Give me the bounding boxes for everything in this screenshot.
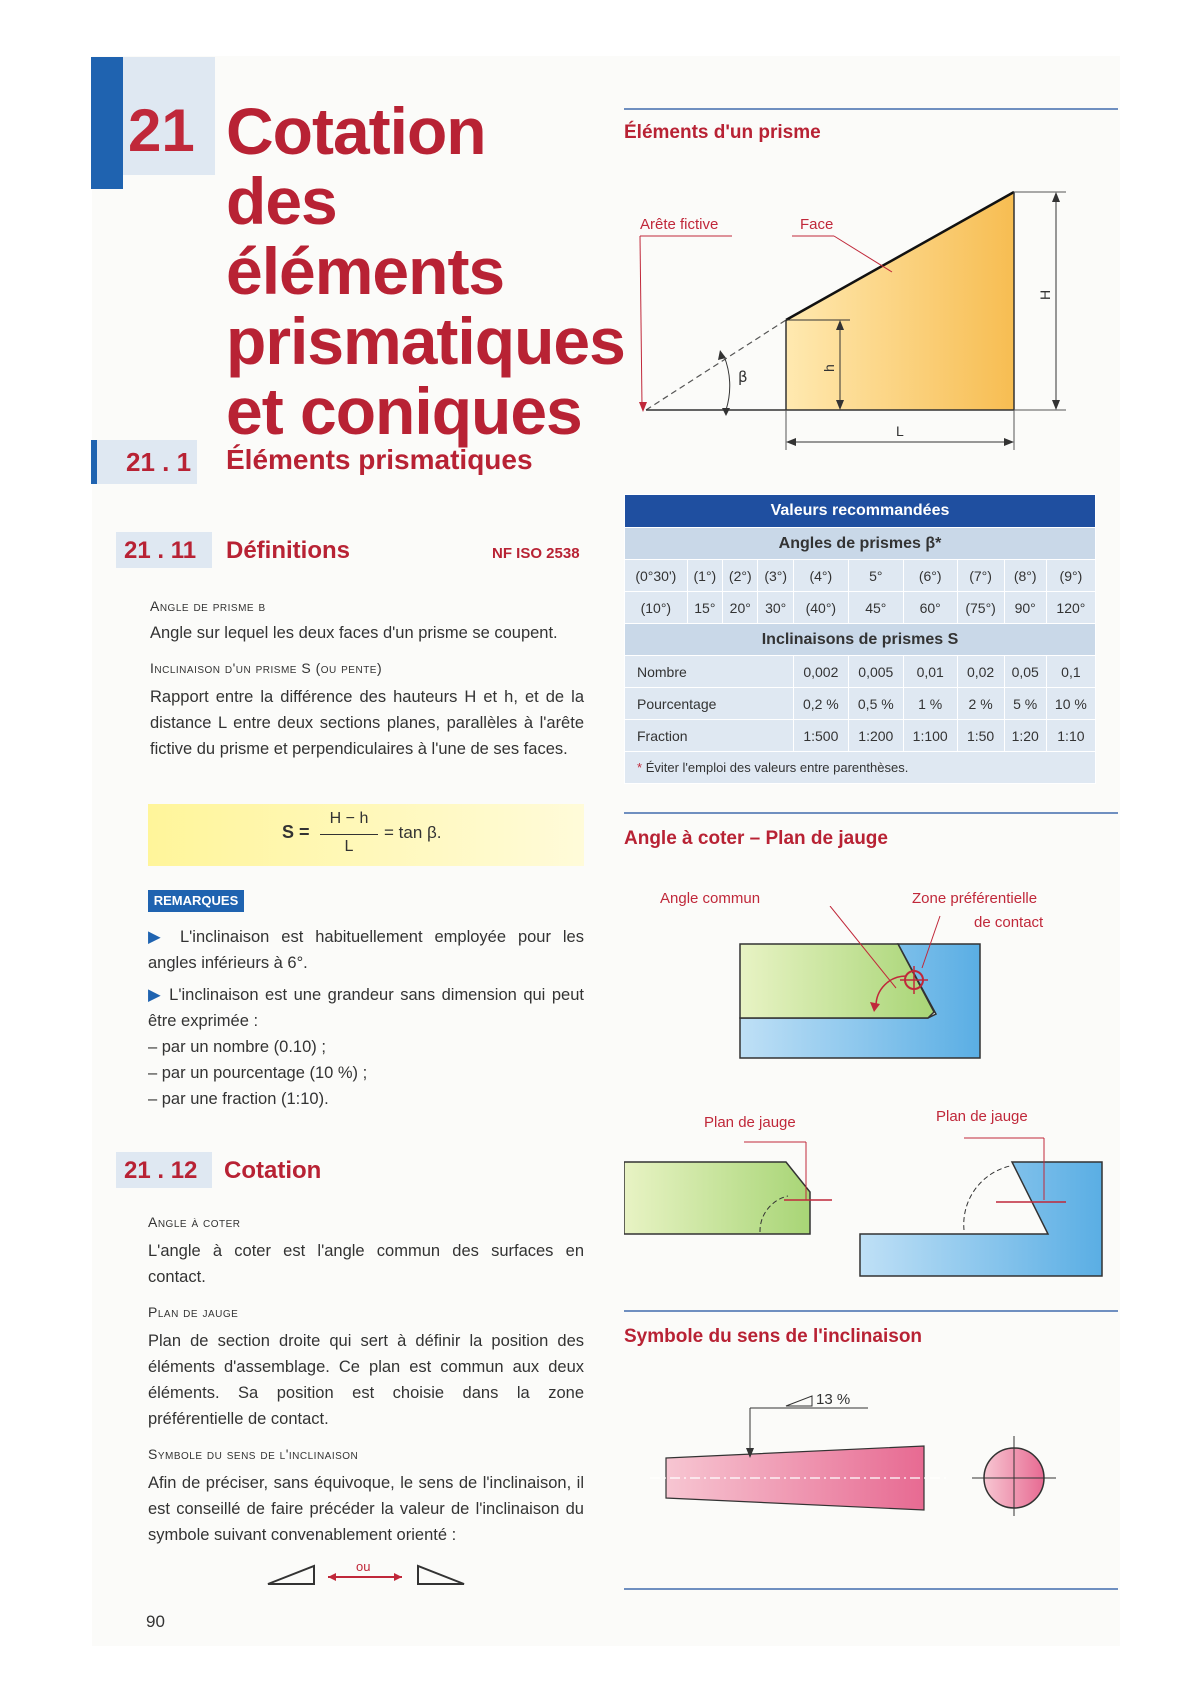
plan-jauge-label: Plan de jauge bbox=[148, 1304, 239, 1320]
chapter-title-line-2: des éléments bbox=[226, 164, 505, 308]
chapter-title-line-4: et coniques bbox=[226, 374, 582, 448]
h-label: h bbox=[821, 364, 837, 372]
H-arrow-top-icon bbox=[1052, 192, 1060, 202]
table-cell: 1:10 bbox=[1046, 720, 1095, 752]
slope-symbol-icon bbox=[786, 1396, 812, 1406]
table-cell: 0,5 % bbox=[848, 688, 903, 720]
table-cell: 1:20 bbox=[1004, 720, 1046, 752]
angle-cell: (40°) bbox=[793, 592, 848, 624]
angle-cell: (3°) bbox=[758, 560, 793, 592]
angle-cell: (1°) bbox=[687, 560, 722, 592]
section-21-1-title: Éléments prismatiques bbox=[226, 444, 533, 475]
chapter-number: 21 bbox=[128, 97, 195, 164]
angle-commun-label: Angle commun bbox=[660, 890, 761, 907]
table-cell: 5 % bbox=[1004, 688, 1046, 720]
angle-cell: (10°) bbox=[625, 592, 688, 624]
rule-symbole bbox=[624, 1310, 1118, 1312]
slope-symbol-diagram bbox=[650, 1386, 1090, 1516]
chapter-accent-bar bbox=[91, 57, 123, 189]
formula-box bbox=[148, 804, 584, 866]
angle-cell: (7°) bbox=[957, 560, 1004, 592]
note-star: * bbox=[637, 760, 643, 775]
table-row-pourcentage bbox=[625, 688, 1096, 720]
beta-arc bbox=[724, 356, 730, 410]
section-21-1-number: 21 . 1 bbox=[126, 447, 192, 477]
plan-jauge-text: Plan de section droite qui sert à définir la position des éléments d'assemblage. Ce plan est commun aux deux éléments. Sa position est choisie dans la zone préférentielle de contact. bbox=[148, 1332, 584, 1428]
table-cell: 0,2 % bbox=[793, 688, 848, 720]
values-table bbox=[624, 494, 1096, 784]
angles-title: Angles de prismes β* bbox=[625, 528, 1096, 560]
face-leader-diag bbox=[834, 236, 892, 272]
remarque-list-2: – par un pourcentage (10 %) ; bbox=[148, 1064, 368, 1082]
arete-dashed-line bbox=[646, 320, 786, 410]
angle-prisme-label: Angle de prisme β bbox=[150, 598, 266, 614]
bullet-icon: ▶ bbox=[148, 928, 180, 946]
slope-symbol-right-icon bbox=[418, 1566, 464, 1584]
table-title: Valeurs recommandées bbox=[625, 495, 1096, 528]
L-arrow-left-icon bbox=[786, 438, 796, 446]
table-cell: 0,02 bbox=[957, 656, 1004, 688]
arete-arrow-icon bbox=[639, 402, 647, 412]
zone-label-line-1: Zone préférentielle bbox=[912, 890, 1038, 907]
table-cell: 1:500 bbox=[793, 720, 848, 752]
inclinaison-label: Inclinaison d'un prisme S (ou pente) bbox=[150, 660, 383, 676]
angle-coter-label: Angle à coter bbox=[148, 1214, 241, 1230]
arrow-right-icon bbox=[394, 1573, 402, 1581]
formula-numerator: H − h bbox=[329, 810, 369, 827]
slope-symbols bbox=[260, 1558, 470, 1588]
female-part-shape bbox=[860, 1162, 1102, 1276]
angle-cell: (9°) bbox=[1046, 560, 1095, 592]
beta-arrow-bottom-icon bbox=[722, 408, 730, 416]
angle-cell: (75°) bbox=[957, 592, 1004, 624]
formula-denominator: L bbox=[344, 838, 354, 855]
remarque-1-text: L'inclinaison est habituellement employée pour les angles inférieurs à 6°. bbox=[148, 928, 584, 972]
table-cell: 1:50 bbox=[957, 720, 1004, 752]
assembly-diagram bbox=[730, 906, 1090, 1062]
remarque-2 bbox=[148, 982, 584, 1034]
slope-value: 13 % bbox=[816, 1391, 851, 1408]
row-label: Nombre bbox=[625, 656, 794, 688]
section-21-12-number: 21 . 12 bbox=[124, 1157, 198, 1184]
angle-cell: 15° bbox=[687, 592, 722, 624]
L-label: L bbox=[896, 423, 904, 439]
chapter-title-line-1: Cotation bbox=[226, 94, 486, 168]
angle-cell: (6°) bbox=[903, 560, 957, 592]
L-arrow-right-icon bbox=[1004, 438, 1014, 446]
row-label: Pourcentage bbox=[625, 688, 794, 720]
rule-prisme bbox=[624, 108, 1118, 110]
table-row-nombre bbox=[625, 656, 1096, 688]
table-cell: 1:200 bbox=[848, 720, 903, 752]
face-label: Face bbox=[800, 216, 834, 233]
row-label: Fraction bbox=[625, 720, 794, 752]
section-21-11-title: Définitions bbox=[226, 537, 350, 564]
remarque-1 bbox=[148, 924, 584, 976]
chapter-title-line-3: prismatiques bbox=[226, 304, 625, 378]
ou-label: ou bbox=[356, 1559, 371, 1574]
note-text: Éviter l'emploi des valeurs entre parenthèses. bbox=[645, 760, 909, 775]
formula-rhs: = tan β. bbox=[384, 823, 442, 842]
H-label: H bbox=[1037, 289, 1053, 300]
arrow-left-icon bbox=[328, 1573, 336, 1581]
bullet-icon: ▶ bbox=[148, 986, 170, 1004]
chapter-title bbox=[226, 94, 625, 448]
section-21-12-title: Cotation bbox=[224, 1157, 322, 1184]
table-cell: 0,002 bbox=[793, 656, 848, 688]
female-angle-arc bbox=[964, 1166, 1010, 1230]
plan-jauge-label-2: Plan de jauge bbox=[936, 1108, 1028, 1125]
angle-cell: 20° bbox=[723, 592, 758, 624]
table-cell: 10 % bbox=[1046, 688, 1095, 720]
rule-bottom bbox=[624, 1588, 1118, 1590]
remarque-list-1: – par un nombre (0.10) ; bbox=[148, 1038, 326, 1056]
symbole-heading: Symbole du sens de l'inclinaison bbox=[624, 1326, 923, 1347]
standard-reference: NF ISO 2538 bbox=[492, 545, 580, 562]
arete-label: Arête fictive bbox=[640, 216, 719, 233]
remarque-list-3: – par une fraction (1:10). bbox=[148, 1090, 329, 1108]
table-cell: 2 % bbox=[957, 688, 1004, 720]
plan-jauge-label-1: Plan de jauge bbox=[704, 1114, 796, 1131]
angle-prisme-text: Angle sur lequel les deux faces d'un prisme se coupent. bbox=[150, 624, 558, 642]
angle-cell: 5° bbox=[848, 560, 903, 592]
slope-symbol-left-icon bbox=[268, 1566, 314, 1584]
section-21-11-number: 21 . 11 bbox=[124, 537, 197, 564]
angles-row-2 bbox=[625, 592, 1096, 624]
table-row-fraction bbox=[625, 720, 1096, 752]
H-arrow-bottom-icon bbox=[1052, 400, 1060, 410]
angle-cell: 45° bbox=[848, 592, 903, 624]
rule-jauge bbox=[624, 812, 1118, 814]
jauge-heading: Angle à coter – Plan de jauge bbox=[624, 828, 888, 849]
zone-label-line-2: de contact bbox=[974, 914, 1044, 931]
angle-cell: 90° bbox=[1004, 592, 1046, 624]
prisme-heading: Éléments d'un prisme bbox=[624, 122, 821, 143]
table-cell: 0,05 bbox=[1004, 656, 1046, 688]
angle-coter-text: L'angle à coter est l'angle commun des surfaces en contact. bbox=[148, 1242, 584, 1286]
angle-cell: 120° bbox=[1046, 592, 1095, 624]
table-cell: 0,1 bbox=[1046, 656, 1095, 688]
symbole-text: Afin de préciser, sans équivoque, le sens de l'inclinaison, il est conseillé de faire précéder la valeur de l'inclinaison du symbole suivant convenablement orienté : bbox=[148, 1474, 584, 1544]
remarque-2-text: L'inclinaison est une grandeur sans dimension qui peut être exprimée : bbox=[148, 986, 584, 1030]
formula-fraction-bar bbox=[320, 834, 378, 835]
angles-row-1 bbox=[625, 560, 1096, 592]
arete-leader-v bbox=[640, 236, 642, 406]
gauge-plane-diagrams bbox=[624, 1134, 1104, 1290]
inclinaison-text: Rapport entre la différence des hauteurs H et h, et de la distance L entre deux sections planes, parallèles à l'arête fictive du prisme et perpendiculaires à l'une de ses faces. bbox=[150, 688, 584, 758]
inclinaisons-title: Inclinaisons de prismes S bbox=[625, 624, 1096, 656]
symbole-label: Symbole du sens de l'inclinaison bbox=[148, 1446, 359, 1462]
angle-cell: (4°) bbox=[793, 560, 848, 592]
section-21-1-accent bbox=[91, 440, 97, 484]
table-cell: 0,01 bbox=[903, 656, 957, 688]
angle-cell: (0°30') bbox=[625, 560, 688, 592]
remarques-badge: REMARQUES bbox=[148, 890, 244, 912]
angle-cell: (8°) bbox=[1004, 560, 1046, 592]
angle-cell: 30° bbox=[758, 592, 793, 624]
angle-cell: (2°) bbox=[723, 560, 758, 592]
table-cell: 1 % bbox=[903, 688, 957, 720]
table-note bbox=[625, 752, 1096, 784]
table-cell: 1:100 bbox=[903, 720, 957, 752]
table-cell: 0,005 bbox=[848, 656, 903, 688]
beta-label: β bbox=[738, 368, 748, 386]
angle-cell: 60° bbox=[903, 592, 957, 624]
formula-lhs: S = bbox=[282, 822, 310, 842]
page-number: 90 bbox=[146, 1612, 165, 1631]
